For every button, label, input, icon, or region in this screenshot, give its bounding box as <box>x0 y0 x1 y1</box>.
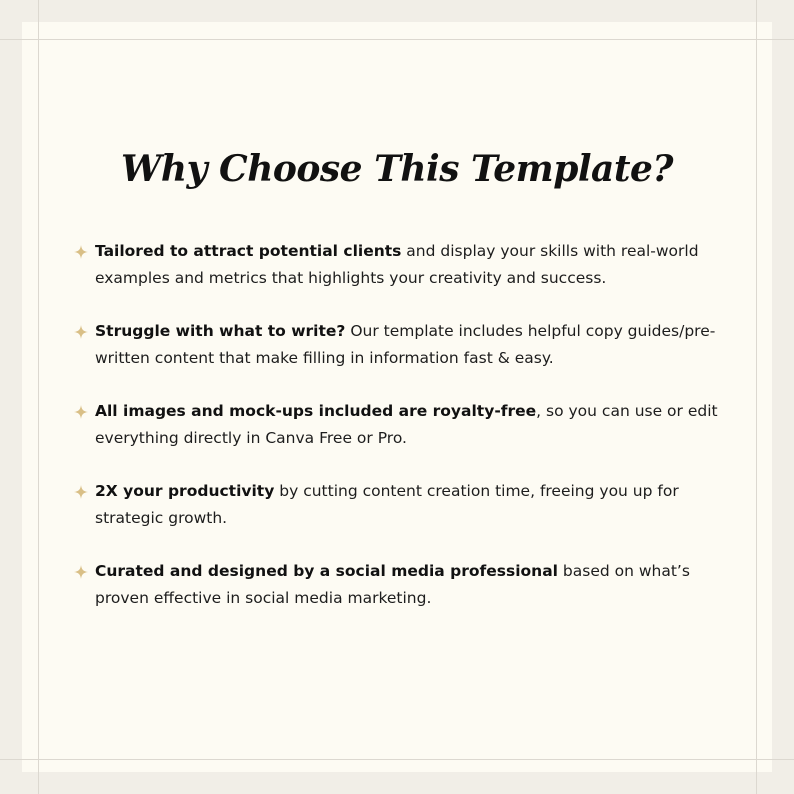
feature-item <box>74 238 734 292</box>
feature-highlight: 2X your productivity <box>95 482 275 500</box>
feature-highlight: Struggle with what to write? <box>95 322 346 340</box>
page-title: Why Choose This Template? <box>120 148 673 190</box>
sparkle-icon <box>74 405 88 419</box>
guide-line-top <box>0 39 794 40</box>
feature-text: based on what’s proven effective in social media marketing. <box>95 562 690 607</box>
feature-item <box>74 558 734 612</box>
feature-highlight: Tailored to attract potential clients <box>95 242 402 260</box>
feature-list <box>74 238 734 638</box>
sparkle-icon <box>74 565 88 579</box>
feature-item <box>74 398 734 452</box>
guide-line-bottom <box>0 759 794 760</box>
guide-line-right <box>756 0 757 794</box>
feature-item <box>74 478 734 532</box>
feature-highlight: Curated and designed by a social media professional <box>95 562 558 580</box>
sparkle-icon <box>74 485 88 499</box>
feature-item <box>74 318 734 372</box>
feature-text: by cutting content creation time, freeing you up for strategic growth. <box>95 482 679 527</box>
sparkle-icon <box>74 245 88 259</box>
feature-highlight: All images and mock-ups included are royalty-free <box>95 402 537 420</box>
feature-text: , so you can use or edit everything directly in Canva Free or Pro. <box>95 402 718 447</box>
guide-line-left <box>38 0 39 794</box>
sparkle-icon <box>74 325 88 339</box>
feature-text: and display your skills with real-world examples and metrics that highlights your creativity and success. <box>95 242 699 287</box>
feature-text: Our template includes helpful copy guides/pre-written content that make filling in information fast & easy. <box>95 322 716 367</box>
